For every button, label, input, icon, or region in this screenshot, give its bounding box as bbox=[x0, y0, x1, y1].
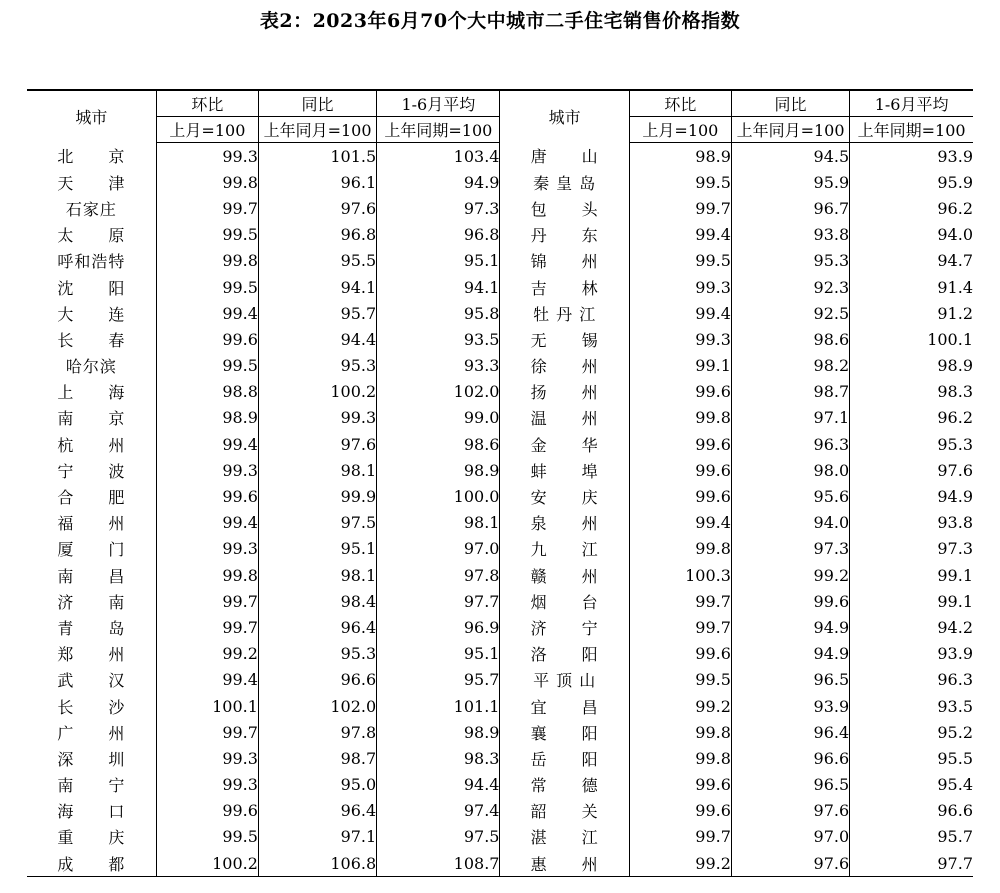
price-index-table bbox=[27, 89, 973, 877]
left-yoy-cell: 95.0 bbox=[258, 772, 376, 798]
header-yoy-base-left: 上年同月=100 bbox=[258, 117, 376, 143]
left-city-cell: 武 汉 bbox=[57, 671, 126, 691]
right-avg-cell: 94.9 bbox=[850, 483, 973, 509]
left-mom-cell: 99.3 bbox=[156, 457, 258, 483]
right-mom-cell: 99.6 bbox=[629, 641, 731, 667]
left-city-cell: 长 春 bbox=[57, 330, 126, 350]
right-city-cell: 扬 州 bbox=[500, 379, 629, 405]
table-body bbox=[27, 143, 973, 877]
right-avg-cell: 97.3 bbox=[850, 536, 973, 562]
left-city-cell: 天 津 bbox=[57, 173, 126, 193]
right-yoy-cell: 99.6 bbox=[731, 588, 849, 614]
right-city-cell: 蚌 埠 bbox=[500, 457, 629, 483]
header-city-right: 城市 bbox=[500, 90, 629, 143]
left-mom-cell: 99.3 bbox=[156, 745, 258, 771]
header-yoy-base-right: 上年同月=100 bbox=[731, 117, 849, 143]
left-yoy-cell: 95.3 bbox=[258, 353, 376, 379]
right-yoy-cell: 97.1 bbox=[731, 405, 849, 431]
right-avg-cell: 95.5 bbox=[850, 745, 973, 771]
right-city-cell: 锦 州 bbox=[500, 248, 629, 274]
right-city-cell: 秦 皇 岛 bbox=[500, 169, 629, 195]
right-yoy-cell: 96.5 bbox=[731, 667, 849, 693]
table-row bbox=[27, 588, 973, 614]
table-row bbox=[27, 195, 973, 221]
left-mom-cell: 99.3 bbox=[156, 772, 258, 798]
table-row bbox=[27, 353, 973, 379]
right-avg-cell: 93.5 bbox=[850, 693, 973, 719]
right-city-cell: 金 华 bbox=[500, 431, 629, 457]
right-city-cell: 温 州 bbox=[500, 405, 629, 431]
left-mom-cell: 99.4 bbox=[156, 431, 258, 457]
left-yoy-cell: 95.3 bbox=[258, 641, 376, 667]
left-mom-cell: 99.5 bbox=[156, 222, 258, 248]
right-mom-cell: 99.8 bbox=[629, 745, 731, 771]
right-mom-cell: 99.1 bbox=[629, 353, 731, 379]
right-avg-cell: 94.0 bbox=[850, 222, 973, 248]
right-city-cell: 宜 昌 bbox=[500, 693, 629, 719]
left-city-cell: 郑 州 bbox=[57, 645, 126, 665]
right-avg-cell: 98.9 bbox=[850, 353, 973, 379]
table-row bbox=[27, 641, 973, 667]
right-avg-cell: 99.1 bbox=[850, 588, 973, 614]
right-city-cell: 洛 阳 bbox=[500, 641, 629, 667]
left-city-cell: 杭 州 bbox=[57, 435, 126, 455]
header-yoy-right: 同比 bbox=[731, 90, 849, 117]
table-header bbox=[27, 90, 973, 143]
left-yoy-cell: 98.1 bbox=[258, 457, 376, 483]
right-yoy-cell: 95.6 bbox=[731, 483, 849, 509]
right-mom-cell: 99.3 bbox=[629, 274, 731, 300]
table-row bbox=[27, 824, 973, 850]
left-avg-cell: 99.0 bbox=[377, 405, 500, 431]
left-avg-cell: 108.7 bbox=[377, 850, 500, 877]
right-mom-cell: 99.6 bbox=[629, 798, 731, 824]
left-yoy-cell: 96.1 bbox=[258, 169, 376, 195]
table-row bbox=[27, 274, 973, 300]
header-yoy-left: 同比 bbox=[258, 90, 376, 117]
left-city-cell: 上 海 bbox=[57, 383, 126, 403]
left-yoy-cell: 97.5 bbox=[258, 510, 376, 536]
right-city-cell: 九 江 bbox=[500, 536, 629, 562]
left-yoy-cell: 97.6 bbox=[258, 431, 376, 457]
left-city-cell: 沈 阳 bbox=[57, 278, 126, 298]
left-avg-cell: 98.3 bbox=[377, 745, 500, 771]
right-city-cell: 襄 阳 bbox=[500, 719, 629, 745]
left-mom-cell: 99.2 bbox=[156, 641, 258, 667]
left-avg-cell: 97.5 bbox=[377, 824, 500, 850]
table-row bbox=[27, 667, 973, 693]
left-yoy-cell: 98.7 bbox=[258, 745, 376, 771]
right-avg-cell: 100.1 bbox=[850, 326, 973, 352]
right-city-cell: 牡 丹 江 bbox=[500, 300, 629, 326]
left-yoy-cell: 97.8 bbox=[258, 719, 376, 745]
left-avg-cell: 98.6 bbox=[377, 431, 500, 457]
left-yoy-cell: 97.1 bbox=[258, 824, 376, 850]
right-mom-cell: 99.4 bbox=[629, 300, 731, 326]
left-avg-cell: 96.9 bbox=[377, 614, 500, 640]
left-mom-cell: 99.5 bbox=[156, 353, 258, 379]
left-city-cell: 北 京 bbox=[57, 147, 126, 167]
left-mom-cell: 99.4 bbox=[156, 510, 258, 536]
left-yoy-cell: 96.8 bbox=[258, 222, 376, 248]
left-avg-cell: 93.5 bbox=[377, 326, 500, 352]
table-row bbox=[27, 431, 973, 457]
header-avg-right: 1-6月平均 bbox=[850, 90, 973, 117]
header-avg-base-left: 上年同期=100 bbox=[377, 117, 500, 143]
right-yoy-cell: 98.2 bbox=[731, 353, 849, 379]
left-avg-cell: 101.1 bbox=[377, 693, 500, 719]
right-yoy-cell: 92.3 bbox=[731, 274, 849, 300]
right-city-cell: 安 庆 bbox=[500, 483, 629, 509]
right-yoy-cell: 98.0 bbox=[731, 457, 849, 483]
left-avg-cell: 97.3 bbox=[377, 195, 500, 221]
right-city-cell: 丹 东 bbox=[500, 222, 629, 248]
right-yoy-cell: 98.6 bbox=[731, 326, 849, 352]
table-row bbox=[27, 562, 973, 588]
right-city-cell: 徐 州 bbox=[500, 353, 629, 379]
left-city-cell: 长 沙 bbox=[57, 697, 126, 717]
left-mom-cell: 99.7 bbox=[156, 719, 258, 745]
left-yoy-cell: 94.1 bbox=[258, 274, 376, 300]
right-yoy-cell: 97.0 bbox=[731, 824, 849, 850]
left-avg-cell: 97.8 bbox=[377, 562, 500, 588]
left-avg-cell: 100.0 bbox=[377, 483, 500, 509]
left-city-cell: 哈尔滨 bbox=[65, 357, 117, 377]
left-avg-cell: 103.4 bbox=[377, 143, 500, 170]
right-yoy-cell: 96.6 bbox=[731, 745, 849, 771]
left-yoy-cell: 98.1 bbox=[258, 562, 376, 588]
right-avg-cell: 93.9 bbox=[850, 641, 973, 667]
left-yoy-cell: 96.4 bbox=[258, 798, 376, 824]
right-avg-cell: 98.3 bbox=[850, 379, 973, 405]
right-mom-cell: 99.8 bbox=[629, 536, 731, 562]
right-avg-cell: 95.7 bbox=[850, 824, 973, 850]
table-row bbox=[27, 693, 973, 719]
left-yoy-cell: 94.4 bbox=[258, 326, 376, 352]
left-city-cell: 南 昌 bbox=[57, 566, 126, 586]
left-mom-cell: 99.7 bbox=[156, 614, 258, 640]
left-yoy-cell: 95.5 bbox=[258, 248, 376, 274]
left-city-cell: 石家庄 bbox=[65, 199, 117, 219]
right-avg-cell: 93.9 bbox=[850, 143, 973, 170]
right-yoy-cell: 95.9 bbox=[731, 169, 849, 195]
right-avg-cell: 91.4 bbox=[850, 274, 973, 300]
left-mom-cell: 100.2 bbox=[156, 850, 258, 877]
left-yoy-cell: 101.5 bbox=[258, 143, 376, 170]
right-yoy-cell: 95.3 bbox=[731, 248, 849, 274]
table-row bbox=[27, 405, 973, 431]
left-mom-cell: 99.3 bbox=[156, 143, 258, 170]
header-mom-left: 环比 bbox=[156, 90, 258, 117]
right-mom-cell: 99.7 bbox=[629, 824, 731, 850]
right-mom-cell: 99.8 bbox=[629, 719, 731, 745]
right-avg-cell: 95.3 bbox=[850, 431, 973, 457]
left-city-cell: 青 岛 bbox=[57, 618, 126, 638]
right-mom-cell: 99.3 bbox=[629, 326, 731, 352]
left-avg-cell: 102.0 bbox=[377, 379, 500, 405]
left-mom-cell: 99.7 bbox=[156, 588, 258, 614]
left-yoy-cell: 96.6 bbox=[258, 667, 376, 693]
table-title: 表2：2023年6月70个大中城市二手住宅销售价格指数 bbox=[259, 10, 741, 32]
left-yoy-cell: 100.2 bbox=[258, 379, 376, 405]
right-yoy-cell: 93.9 bbox=[731, 693, 849, 719]
left-mom-cell: 99.8 bbox=[156, 562, 258, 588]
right-mom-cell: 99.8 bbox=[629, 405, 731, 431]
left-avg-cell: 96.8 bbox=[377, 222, 500, 248]
left-mom-cell: 98.8 bbox=[156, 379, 258, 405]
right-yoy-cell: 94.9 bbox=[731, 614, 849, 640]
left-yoy-cell: 95.7 bbox=[258, 300, 376, 326]
right-city-cell: 烟 台 bbox=[500, 588, 629, 614]
left-mom-cell: 99.8 bbox=[156, 169, 258, 195]
right-yoy-cell: 97.6 bbox=[731, 850, 849, 877]
right-city-cell: 惠 州 bbox=[500, 850, 629, 877]
right-yoy-cell: 98.7 bbox=[731, 379, 849, 405]
right-avg-cell: 99.1 bbox=[850, 562, 973, 588]
left-yoy-cell: 96.4 bbox=[258, 614, 376, 640]
left-mom-cell: 99.6 bbox=[156, 798, 258, 824]
left-yoy-cell: 95.1 bbox=[258, 536, 376, 562]
table-row bbox=[27, 222, 973, 248]
right-avg-cell: 95.2 bbox=[850, 719, 973, 745]
left-city-cell: 呼和浩特 bbox=[57, 252, 126, 272]
left-yoy-cell: 99.3 bbox=[258, 405, 376, 431]
left-avg-cell: 93.3 bbox=[377, 353, 500, 379]
right-avg-cell: 96.3 bbox=[850, 667, 973, 693]
table-row bbox=[27, 169, 973, 195]
right-yoy-cell: 96.4 bbox=[731, 719, 849, 745]
right-mom-cell: 99.5 bbox=[629, 248, 731, 274]
left-mom-cell: 99.4 bbox=[156, 300, 258, 326]
header-mom-base-right: 上月=100 bbox=[629, 117, 731, 143]
right-city-cell: 湛 江 bbox=[500, 824, 629, 850]
left-city-cell: 大 连 bbox=[57, 304, 126, 324]
left-city-cell: 重 庆 bbox=[57, 828, 126, 848]
left-mom-cell: 99.7 bbox=[156, 195, 258, 221]
right-mom-cell: 99.6 bbox=[629, 772, 731, 798]
left-avg-cell: 94.1 bbox=[377, 274, 500, 300]
right-city-cell: 岳 阳 bbox=[500, 745, 629, 771]
right-avg-cell: 94.2 bbox=[850, 614, 973, 640]
right-mom-cell: 99.7 bbox=[629, 588, 731, 614]
table-row bbox=[27, 719, 973, 745]
right-mom-cell: 99.7 bbox=[629, 614, 731, 640]
table-row bbox=[27, 614, 973, 640]
header-city-left: 城市 bbox=[27, 90, 156, 143]
left-avg-cell: 97.4 bbox=[377, 798, 500, 824]
right-avg-cell: 95.4 bbox=[850, 772, 973, 798]
left-city-cell: 太 原 bbox=[57, 226, 126, 246]
right-avg-cell: 96.2 bbox=[850, 195, 973, 221]
table-row bbox=[27, 300, 973, 326]
right-yoy-cell: 96.5 bbox=[731, 772, 849, 798]
table-row bbox=[27, 536, 973, 562]
left-mom-cell: 99.4 bbox=[156, 667, 258, 693]
left-mom-cell: 99.3 bbox=[156, 536, 258, 562]
left-city-cell: 福 州 bbox=[57, 514, 126, 534]
right-yoy-cell: 97.3 bbox=[731, 536, 849, 562]
right-city-cell: 泉 州 bbox=[500, 510, 629, 536]
right-mom-cell: 99.6 bbox=[629, 483, 731, 509]
left-mom-cell: 98.9 bbox=[156, 405, 258, 431]
right-yoy-cell: 97.6 bbox=[731, 798, 849, 824]
right-avg-cell: 96.6 bbox=[850, 798, 973, 824]
left-avg-cell: 94.9 bbox=[377, 169, 500, 195]
right-avg-cell: 96.2 bbox=[850, 405, 973, 431]
right-yoy-cell: 99.2 bbox=[731, 562, 849, 588]
right-mom-cell: 99.6 bbox=[629, 379, 731, 405]
header-avg-base-right: 上年同期=100 bbox=[850, 117, 973, 143]
left-avg-cell: 97.7 bbox=[377, 588, 500, 614]
right-city-cell: 韶 关 bbox=[500, 798, 629, 824]
right-city-cell: 吉 林 bbox=[500, 274, 629, 300]
table-row bbox=[27, 850, 973, 877]
left-mom-cell: 99.5 bbox=[156, 824, 258, 850]
right-yoy-cell: 93.8 bbox=[731, 222, 849, 248]
right-mom-cell: 99.5 bbox=[629, 667, 731, 693]
header-mom-base-left: 上月=100 bbox=[156, 117, 258, 143]
table-row bbox=[27, 143, 973, 170]
table-row bbox=[27, 798, 973, 824]
left-city-cell: 合 肥 bbox=[57, 488, 126, 508]
right-mom-cell: 99.7 bbox=[629, 195, 731, 221]
left-city-cell: 南 京 bbox=[57, 409, 126, 429]
left-avg-cell: 95.7 bbox=[377, 667, 500, 693]
left-mom-cell: 99.8 bbox=[156, 248, 258, 274]
left-mom-cell: 99.6 bbox=[156, 326, 258, 352]
left-avg-cell: 97.0 bbox=[377, 536, 500, 562]
left-yoy-cell: 102.0 bbox=[258, 693, 376, 719]
left-yoy-cell: 99.9 bbox=[258, 483, 376, 509]
right-avg-cell: 95.9 bbox=[850, 169, 973, 195]
table-row bbox=[27, 326, 973, 352]
right-mom-cell: 99.2 bbox=[629, 693, 731, 719]
left-avg-cell: 95.8 bbox=[377, 300, 500, 326]
left-avg-cell: 98.1 bbox=[377, 510, 500, 536]
left-mom-cell: 99.6 bbox=[156, 483, 258, 509]
table-row bbox=[27, 483, 973, 509]
right-mom-cell: 99.6 bbox=[629, 431, 731, 457]
right-mom-cell: 99.4 bbox=[629, 222, 731, 248]
right-mom-cell: 99.6 bbox=[629, 457, 731, 483]
right-city-cell: 无 锡 bbox=[500, 326, 629, 352]
right-city-cell: 平 顶 山 bbox=[500, 667, 629, 693]
left-city-cell: 济 南 bbox=[57, 592, 126, 612]
left-city-cell: 深 圳 bbox=[57, 749, 126, 769]
table-row bbox=[27, 772, 973, 798]
right-avg-cell: 94.7 bbox=[850, 248, 973, 274]
right-city-cell: 包 头 bbox=[500, 195, 629, 221]
left-city-cell: 宁 波 bbox=[57, 461, 126, 481]
right-city-cell: 赣 州 bbox=[500, 562, 629, 588]
right-yoy-cell: 94.5 bbox=[731, 143, 849, 170]
left-city-cell: 海 口 bbox=[57, 802, 126, 822]
left-yoy-cell: 106.8 bbox=[258, 850, 376, 877]
left-avg-cell: 98.9 bbox=[377, 457, 500, 483]
right-city-cell: 济 宁 bbox=[500, 614, 629, 640]
left-city-cell: 南 宁 bbox=[57, 776, 126, 796]
left-city-cell: 厦 门 bbox=[57, 540, 126, 560]
left-yoy-cell: 97.6 bbox=[258, 195, 376, 221]
right-mom-cell: 100.3 bbox=[629, 562, 731, 588]
left-city-cell: 成 都 bbox=[27, 850, 156, 877]
right-yoy-cell: 94.0 bbox=[731, 510, 849, 536]
right-mom-cell: 99.4 bbox=[629, 510, 731, 536]
right-mom-cell: 99.2 bbox=[629, 850, 731, 877]
right-avg-cell: 93.8 bbox=[850, 510, 973, 536]
header-mom-right: 环比 bbox=[629, 90, 731, 117]
table-row bbox=[27, 745, 973, 771]
left-avg-cell: 94.4 bbox=[377, 772, 500, 798]
left-avg-cell: 95.1 bbox=[377, 641, 500, 667]
right-city-cell: 唐 山 bbox=[500, 143, 629, 170]
right-yoy-cell: 94.9 bbox=[731, 641, 849, 667]
table-row bbox=[27, 457, 973, 483]
right-mom-cell: 99.5 bbox=[629, 169, 731, 195]
left-city-cell: 广 州 bbox=[57, 723, 126, 743]
left-yoy-cell: 98.4 bbox=[258, 588, 376, 614]
left-avg-cell: 98.9 bbox=[377, 719, 500, 745]
table-row bbox=[27, 248, 973, 274]
right-yoy-cell: 92.5 bbox=[731, 300, 849, 326]
right-yoy-cell: 96.7 bbox=[731, 195, 849, 221]
right-city-cell: 常 德 bbox=[500, 772, 629, 798]
right-avg-cell: 97.6 bbox=[850, 457, 973, 483]
right-avg-cell: 91.2 bbox=[850, 300, 973, 326]
right-avg-cell: 97.7 bbox=[850, 850, 973, 877]
header-avg-left: 1-6月平均 bbox=[377, 90, 500, 117]
table-row bbox=[27, 510, 973, 536]
left-mom-cell: 99.5 bbox=[156, 274, 258, 300]
left-avg-cell: 95.1 bbox=[377, 248, 500, 274]
right-mom-cell: 98.9 bbox=[629, 143, 731, 170]
table-row bbox=[27, 379, 973, 405]
right-yoy-cell: 96.3 bbox=[731, 431, 849, 457]
left-mom-cell: 100.1 bbox=[156, 693, 258, 719]
